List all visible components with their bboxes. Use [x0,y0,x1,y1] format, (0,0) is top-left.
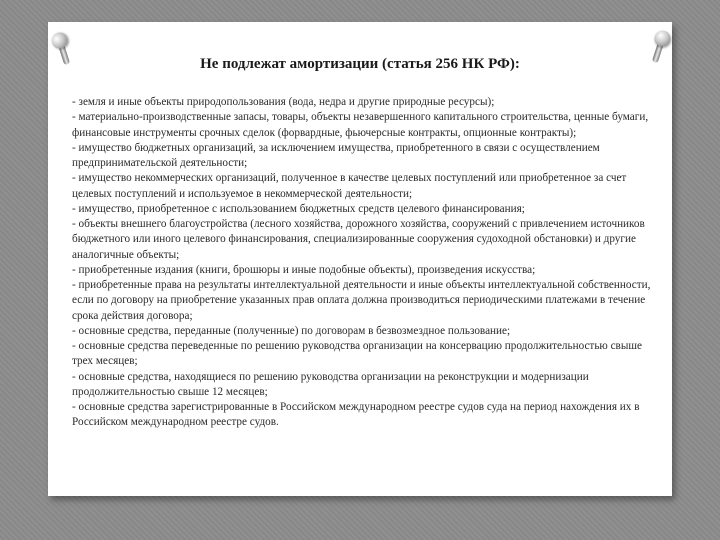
list-item: - материально-производственные запасы, товары, объекты незавершенного капитального строительства, ценные бумаги, финансовые инструменты срочных сделок (форвардные, фьючерсные контракты, опционные контракты); [72,111,649,139]
list-item: - основные средства, переданные (полученные) по договорам в безвозмездное пользование; [72,324,511,337]
list-item: - имущество бюджетных организаций, за исключением имущества, приобретенного в связи с осуществлением предпринимательской деятельности; [72,141,600,169]
list-item: - основные средства зарегистрированные в Российском международном реестре судов суда на период нахождения их в Российском международном реестре судов. [72,401,640,429]
list-item: - приобретенные издания (книги, брошюры и иные подобные объекты), произведения искусства; [72,263,536,276]
list-item: - приобретенные права на результаты интеллектуальной деятельности и иные объекты интеллектуальной собственности, если по договору на приобретение указанных прав оплата должна производиться периодическими платежами в течение срока действия договора; [72,279,651,322]
list-item: - имущество, приобретенное с использованием бюджетных средств целевого финансирования; [72,202,525,215]
list-item: - земля и иные объекты природопользования (вода, недра и другие природные ресурсы); [72,96,495,108]
slide-title: Не подлежат амортизации (статья 256 НК РФ): [200,56,520,72]
list-item: - имущество некоммерческих организаций, полученное в качестве целевых поступлений или приобретенное за счет целевых поступлений и используемое в некоммерческой деятельности; [72,172,627,200]
list-item: - основные средства, находящиеся по решению руководства организации на реконструкции и модернизации продолжительностью свыше 12 месяцев; [72,370,589,398]
list-item: - объекты внешнего благоустройства (лесного хозяйства, дорожного хозяйства, сооружений с привлечением источников бюджетного или иного целевого финансирования, специализированные сооружения судоходной обстановки) и другие аналогичные объекты; [72,218,645,261]
slide-body [72,95,652,431]
list-item: - основные средства переведенные по решению руководства организации на консервацию продолжительностью свыше трех месяцев; [72,340,642,368]
